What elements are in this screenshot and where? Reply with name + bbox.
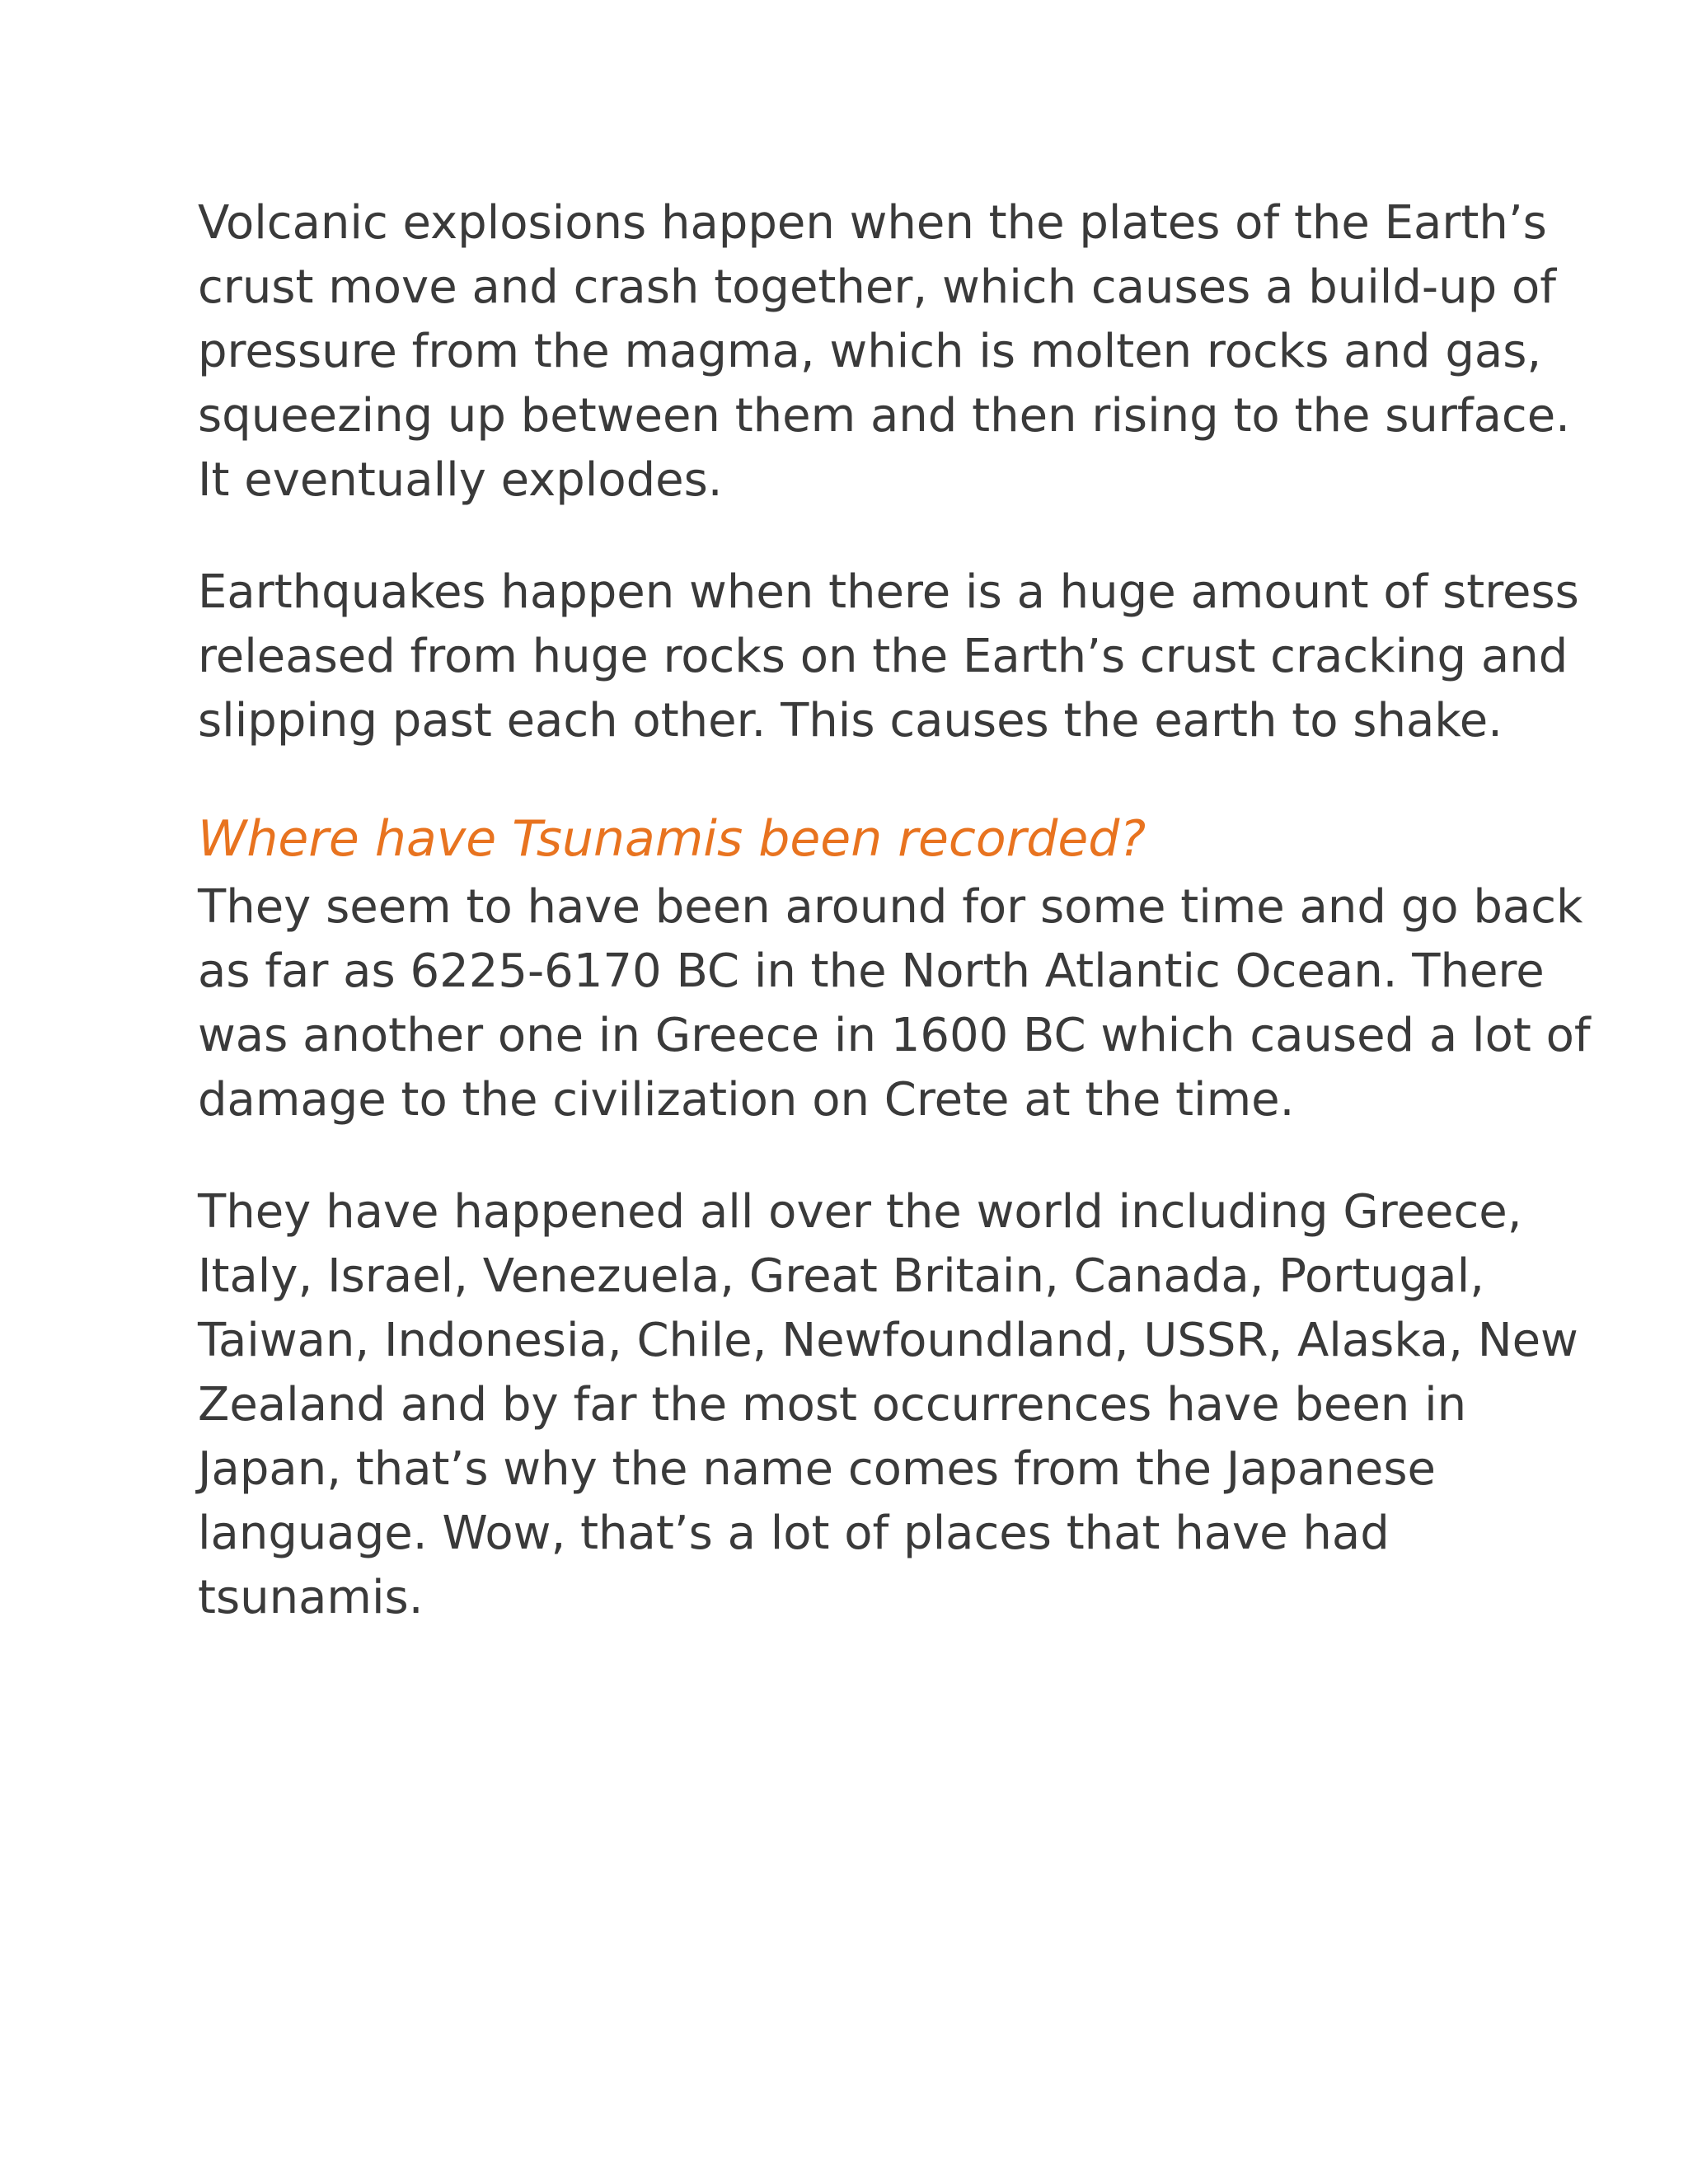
text-line: Earthquakes happen when there is a huge amount of stress	[198, 565, 1579, 619]
text-line: Italy, Israel, Venezuela, Great Britain, Canada, Portugal,	[198, 1249, 1484, 1303]
paragraph-spacer	[198, 1132, 1508, 1180]
text-line: language. Wow, that’s a lot of places that have had	[198, 1507, 1390, 1560]
text-line: Taiwan, Indonesia, Chile, Newfoundland, USSR, Alaska, New	[198, 1314, 1578, 1367]
text-line: It eventually explodes.	[198, 453, 723, 507]
text-line: pressure from the magma, which is molten rocks and gas,	[198, 325, 1542, 378]
text-line: Japan, that’s why the name comes from the Japanese	[198, 1442, 1436, 1496]
text-line: as far as 6225-6170 BC in the North Atlantic Ocean. There	[198, 944, 1545, 998]
text-line: Volcanic explosions happen when the plates of the Earth’s	[198, 196, 1547, 250]
text-line: Zealand and by far the most occurrences have been in	[198, 1378, 1467, 1432]
paragraph-tsunami-places	[198, 1180, 1578, 1630]
text-line: squeezing up between them and then rising to the surface.	[198, 389, 1570, 443]
text-line: damage to the civilization on Crete at the time.	[198, 1073, 1295, 1127]
document-body	[198, 191, 1591, 1630]
text-line: They have happened all over the world including Greece,	[198, 1185, 1522, 1239]
text-line: slipping past each other. This causes the earth to shake.	[198, 694, 1503, 748]
heading-spacer	[198, 753, 1508, 804]
section-heading: Where have Tsunamis been recorded?	[198, 810, 1146, 868]
paragraph-earthquakes	[198, 560, 1579, 753]
text-line: released from huge rocks on the Earth’s crust cracking and	[198, 630, 1568, 683]
paragraph-volcanic-explosions	[198, 191, 1570, 513]
text-line: crust move and crash together, which causes a build-up of	[198, 260, 1556, 314]
text-line: tsunamis.	[198, 1571, 424, 1624]
paragraph-spacer	[198, 513, 1508, 560]
text-line: was another one in Greece in 1600 BC which caused a lot of	[198, 1009, 1591, 1062]
paragraph-tsunami-history	[198, 875, 1591, 1132]
text-line: They seem to have been around for some time and go back	[198, 880, 1583, 934]
